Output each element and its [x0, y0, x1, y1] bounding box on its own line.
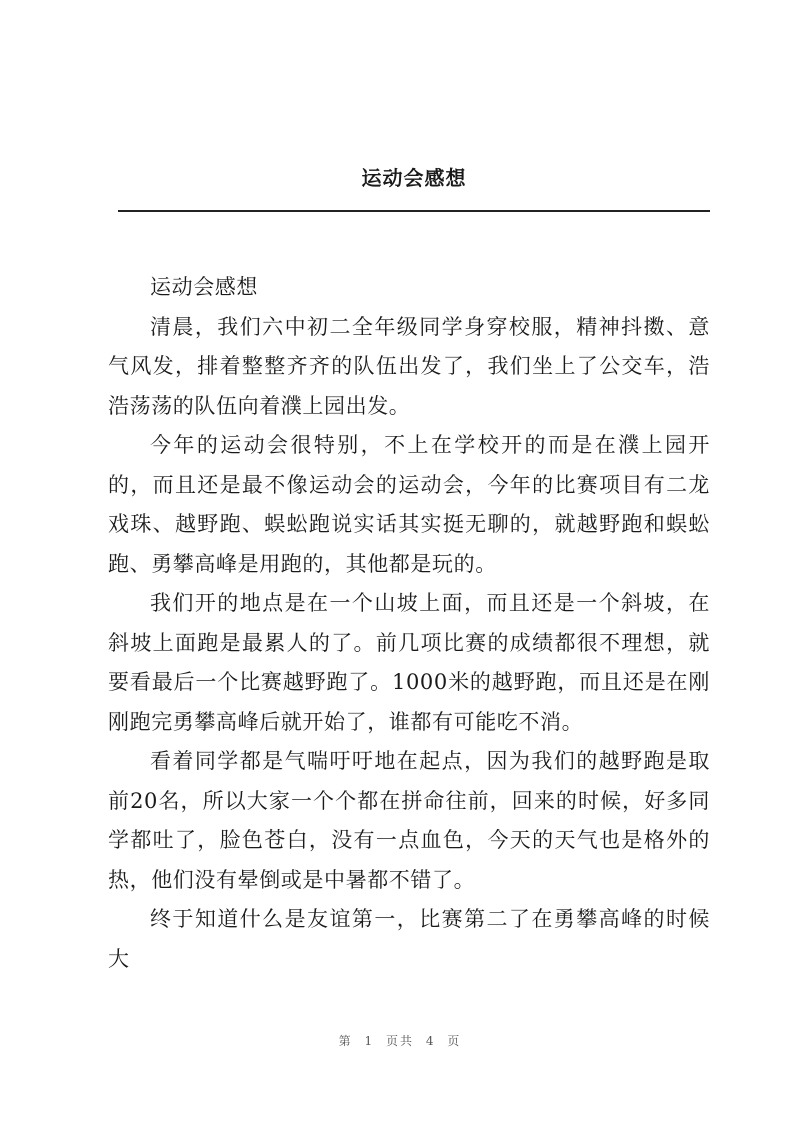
total-pages-number: 4: [425, 1034, 436, 1048]
page-label-prefix: 第: [338, 1034, 353, 1048]
page-label-suffix: 页: [447, 1034, 462, 1048]
page-header: [118, 160, 710, 216]
paragraph: 我们开的地点是在一个山坡上面，而且还是一个斜坡，在斜坡上面跑是最累人的了。前几项比赛的成绩都很不理想，就要看最后一个比赛越野跑了。1000米的越野跑，而且还是在刚刚跑完勇攀高峰后就开始了，谁都有可能吃不消。: [108, 591, 710, 734]
paragraph: 终于知道什么是友谊第一，比赛第二了在勇攀高峰的时候大: [108, 907, 710, 971]
current-page-number: 1: [364, 1034, 375, 1048]
paragraph: 看着同学都是气喘吁吁地在起点，因为我们的越野跑是取前20名，所以大家一个个都在拼命往前，回来的时候，好多同学都吐了，脸色苍白，没有一点血色，今天的天气也是格外的热，他们没有晕倒或是中暑都不错了。: [108, 749, 710, 892]
header-divider: [118, 210, 710, 212]
page-footer: [0, 1032, 800, 1049]
document-title: 运动会感想: [361, 166, 467, 190]
paragraph: 今年的运动会很特别，不上在学校开的而是在濮上园开的，而且还是最不像运动会的运动会，今年的比赛项目有二龙戏珠、越野跑、蜈蚣跑说实话其实挺无聊的，就越野跑和蜈蚣跑、勇攀高峰是用跑的，其他都是玩的。: [108, 433, 710, 576]
document-body: [108, 268, 710, 979]
body-heading: 运动会感想: [150, 275, 258, 299]
paragraph: 清晨，我们六中初二全年级同学身穿校服，精神抖擞、意气风发，排着整整齐齐的队伍出发了，我们坐上了公交车，浩浩荡荡的队伍向着濮上园出发。: [108, 314, 710, 418]
page-label-mid: 页共: [385, 1034, 414, 1048]
